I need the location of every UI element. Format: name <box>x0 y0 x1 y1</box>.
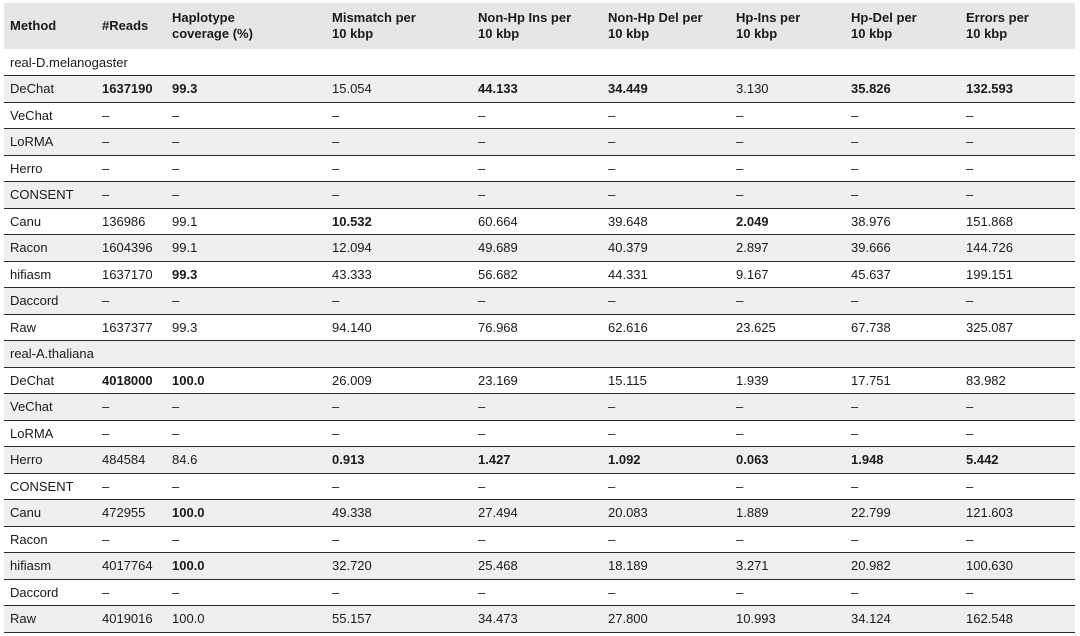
value-cell: – <box>736 478 744 494</box>
column-header-non-hp-del: Non-Hp Del per 10 kbp <box>608 10 703 41</box>
value-cell: 1.889 <box>736 505 769 521</box>
value-cell: – <box>478 584 486 600</box>
table-row <box>4 473 1075 500</box>
method-cell: Canu <box>10 505 42 521</box>
table-row <box>4 553 1075 580</box>
value-cell: – <box>608 134 616 150</box>
value-cell: – <box>478 425 486 441</box>
value-cell: 100.0 <box>172 558 205 574</box>
method-cell: Herro <box>10 452 43 468</box>
method-cell: hifiasm <box>10 558 52 574</box>
table-row <box>4 314 1075 341</box>
value-cell: 15.115 <box>608 372 647 388</box>
value-cell: – <box>478 293 486 309</box>
table-row <box>4 526 1075 553</box>
value-cell: 0.913 <box>332 452 365 468</box>
value-cell: – <box>478 134 486 150</box>
value-cell: – <box>851 107 859 123</box>
value-cell: 40.379 <box>608 240 648 256</box>
value-cell: – <box>332 531 340 547</box>
value-cell: – <box>851 399 859 415</box>
value-cell: – <box>478 160 486 176</box>
header-row <box>4 3 1075 49</box>
value-cell: – <box>172 160 180 176</box>
value-cell: 99.3 <box>172 81 198 97</box>
value-cell: – <box>102 107 110 123</box>
value-cell: 56.682 <box>478 266 518 282</box>
value-cell: – <box>851 425 859 441</box>
value-cell: 27.494 <box>478 505 518 521</box>
value-cell: – <box>102 160 110 176</box>
method-cell: Canu <box>10 213 42 229</box>
value-cell: 100.630 <box>966 558 1013 574</box>
value-cell: 23.169 <box>478 372 518 388</box>
method-cell: LoRMA <box>10 425 54 441</box>
value-cell: – <box>332 584 340 600</box>
value-cell: – <box>966 425 974 441</box>
value-cell: – <box>736 134 744 150</box>
value-cell: 4019016 <box>102 611 153 627</box>
value-cell: – <box>851 134 859 150</box>
value-cell: 99.3 <box>172 266 198 282</box>
value-cell: 62.616 <box>608 319 648 335</box>
value-cell: 99.1 <box>172 213 198 229</box>
value-cell: 76.968 <box>478 319 518 335</box>
value-cell: – <box>736 187 744 203</box>
value-cell: – <box>102 425 110 441</box>
value-cell: – <box>172 134 180 150</box>
value-cell: – <box>851 160 859 176</box>
value-cell: 49.689 <box>478 240 518 256</box>
value-cell: 35.826 <box>851 81 891 97</box>
method-cell: Herro <box>10 160 43 176</box>
value-cell: – <box>851 293 859 309</box>
value-cell: – <box>736 293 744 309</box>
value-cell: – <box>332 399 340 415</box>
value-cell: – <box>102 478 110 494</box>
value-cell: 20.083 <box>608 505 648 521</box>
table-row <box>4 367 1075 394</box>
value-cell: – <box>172 584 180 600</box>
table-row <box>4 606 1075 633</box>
value-cell: 325.087 <box>966 319 1013 335</box>
value-cell: 0.063 <box>736 452 769 468</box>
value-cell: 34.473 <box>478 611 518 627</box>
value-cell: – <box>851 584 859 600</box>
value-cell: 25.468 <box>478 558 518 574</box>
value-cell: – <box>736 584 744 600</box>
value-cell: – <box>966 584 974 600</box>
table-header <box>4 3 1075 49</box>
value-cell: 26.009 <box>332 372 372 388</box>
value-cell: 199.151 <box>966 266 1013 282</box>
value-cell: – <box>608 399 616 415</box>
method-cell: VeChat <box>10 399 53 415</box>
value-cell: – <box>608 107 616 123</box>
value-cell: 10.993 <box>736 611 776 627</box>
value-cell: 1.948 <box>851 452 884 468</box>
method-cell: Racon <box>10 240 48 256</box>
value-cell: 38.976 <box>851 213 891 229</box>
value-cell: 9.167 <box>736 266 769 282</box>
value-cell: – <box>102 399 110 415</box>
value-cell: 1637190 <box>102 81 153 97</box>
value-cell: 27.800 <box>608 611 648 627</box>
column-header-haplotype-coverage: Haplotype coverage (%) <box>172 10 253 41</box>
value-cell: 2.897 <box>736 240 769 256</box>
value-cell: 1637170 <box>102 266 153 282</box>
value-cell: 15.054 <box>332 81 372 97</box>
value-cell: 44.133 <box>478 81 518 97</box>
value-cell: 1637377 <box>102 319 153 335</box>
value-cell: – <box>478 107 486 123</box>
value-cell: 1604396 <box>102 240 153 256</box>
value-cell: – <box>172 187 180 203</box>
value-cell: – <box>332 160 340 176</box>
column-header-method: Method <box>10 18 57 33</box>
value-cell: – <box>966 187 974 203</box>
value-cell: – <box>102 187 110 203</box>
value-cell: 99.3 <box>172 319 198 335</box>
table-row <box>4 447 1075 474</box>
value-cell: 20.982 <box>851 558 891 574</box>
value-cell: – <box>966 478 974 494</box>
value-cell: 34.449 <box>608 81 648 97</box>
value-cell: 39.648 <box>608 213 648 229</box>
value-cell: – <box>478 478 486 494</box>
value-cell: – <box>736 399 744 415</box>
column-header-non-hp-ins: Non-Hp Ins per 10 kbp <box>478 10 572 41</box>
section-row <box>4 49 1075 76</box>
value-cell: 23.625 <box>736 319 776 335</box>
value-cell: 1.427 <box>478 452 511 468</box>
value-cell: 55.157 <box>332 611 372 627</box>
value-cell: – <box>478 187 486 203</box>
column-header-errors: Errors per 10 kbp <box>966 10 1029 41</box>
value-cell: 4018000 <box>102 372 153 388</box>
value-cell: 39.666 <box>851 240 891 256</box>
table-row <box>4 208 1075 235</box>
value-cell: – <box>172 425 180 441</box>
value-cell: – <box>966 293 974 309</box>
method-cell: VeChat <box>10 107 53 123</box>
value-cell: 10.532 <box>332 213 372 229</box>
value-cell: 100.0 <box>172 611 205 627</box>
value-cell: – <box>736 425 744 441</box>
value-cell: 132.593 <box>966 81 1013 97</box>
section-row <box>4 341 1075 368</box>
table-row <box>4 394 1075 421</box>
value-cell: – <box>332 293 340 309</box>
section-label: real-A.thaliana <box>10 346 94 362</box>
value-cell: 49.338 <box>332 505 372 521</box>
value-cell: – <box>608 478 616 494</box>
value-cell: 100.0 <box>172 372 205 388</box>
table-row <box>4 129 1075 156</box>
method-cell: CONSENT <box>10 187 74 203</box>
value-cell: 94.140 <box>332 319 372 335</box>
value-cell: 3.130 <box>736 81 769 97</box>
value-cell: – <box>608 531 616 547</box>
table-row <box>4 420 1075 447</box>
value-cell: – <box>332 107 340 123</box>
table-row <box>4 182 1075 209</box>
value-cell: – <box>332 134 340 150</box>
table-row <box>4 288 1075 315</box>
value-cell: 12.094 <box>332 240 372 256</box>
table-row <box>4 76 1075 103</box>
value-cell: 43.333 <box>332 266 372 282</box>
value-cell: 22.799 <box>851 505 891 521</box>
value-cell: – <box>332 478 340 494</box>
value-cell: 60.664 <box>478 213 518 229</box>
table-row <box>4 235 1075 262</box>
value-cell: – <box>851 478 859 494</box>
table-row <box>4 155 1075 182</box>
value-cell: 5.442 <box>966 452 999 468</box>
value-cell: 83.982 <box>966 372 1006 388</box>
value-cell: – <box>332 187 340 203</box>
table-row <box>4 261 1075 288</box>
value-cell: – <box>478 531 486 547</box>
value-cell: – <box>172 107 180 123</box>
method-cell: hifiasm <box>10 266 52 282</box>
value-cell: 67.738 <box>851 319 891 335</box>
value-cell: – <box>736 107 744 123</box>
value-cell: 99.1 <box>172 240 198 256</box>
value-cell: 18.189 <box>608 558 648 574</box>
table-row <box>4 102 1075 129</box>
results-table <box>4 3 1075 633</box>
value-cell: 45.637 <box>851 266 891 282</box>
value-cell: – <box>172 293 180 309</box>
value-cell: 151.868 <box>966 213 1013 229</box>
method-cell: Racon <box>10 531 48 547</box>
value-cell: – <box>966 107 974 123</box>
value-cell: 121.603 <box>966 505 1013 521</box>
method-cell: Raw <box>10 319 37 335</box>
column-header-reads: #Reads <box>102 18 149 33</box>
value-cell: 84.6 <box>172 452 198 468</box>
method-cell: DeChat <box>10 81 55 97</box>
value-cell: 144.726 <box>966 240 1013 256</box>
value-cell: – <box>966 531 974 547</box>
column-header-hp-ins: Hp-Ins per 10 kbp <box>736 10 801 41</box>
value-cell: 17.751 <box>851 372 891 388</box>
value-cell: 4017764 <box>102 558 153 574</box>
table-row <box>4 500 1075 527</box>
method-cell: Daccord <box>10 293 59 309</box>
value-cell: 2.049 <box>736 213 769 229</box>
value-cell: – <box>478 399 486 415</box>
value-cell: – <box>608 293 616 309</box>
value-cell: 484584 <box>102 452 146 468</box>
table-body <box>4 49 1075 632</box>
value-cell: 1.092 <box>608 452 641 468</box>
value-cell: 162.548 <box>966 611 1013 627</box>
method-cell: Raw <box>10 611 37 627</box>
method-cell: Daccord <box>10 584 59 600</box>
column-header-hp-del: Hp-Del per 10 kbp <box>851 10 917 41</box>
value-cell: 136986 <box>102 213 146 229</box>
value-cell: – <box>851 531 859 547</box>
value-cell: – <box>966 399 974 415</box>
value-cell: – <box>966 160 974 176</box>
value-cell: – <box>608 584 616 600</box>
method-cell: LoRMA <box>10 134 54 150</box>
value-cell: – <box>608 160 616 176</box>
table-row <box>4 579 1075 606</box>
value-cell: – <box>102 293 110 309</box>
value-cell: 3.271 <box>736 558 769 574</box>
section-label: real-D.melanogaster <box>10 54 128 70</box>
method-cell: DeChat <box>10 372 55 388</box>
value-cell: 34.124 <box>851 611 891 627</box>
column-header-mismatch: Mismatch per 10 kbp <box>332 10 416 41</box>
value-cell: – <box>102 134 110 150</box>
value-cell: – <box>102 531 110 547</box>
value-cell: 1.939 <box>736 372 769 388</box>
value-cell: – <box>851 187 859 203</box>
value-cell: – <box>736 160 744 176</box>
value-cell: 32.720 <box>332 558 372 574</box>
value-cell: – <box>736 531 744 547</box>
value-cell: – <box>172 399 180 415</box>
value-cell: – <box>608 187 616 203</box>
value-cell: 44.331 <box>608 266 648 282</box>
value-cell: – <box>172 531 180 547</box>
value-cell: – <box>966 134 974 150</box>
value-cell: – <box>102 584 110 600</box>
method-cell: CONSENT <box>10 478 74 494</box>
value-cell: 100.0 <box>172 505 205 521</box>
value-cell: – <box>172 478 180 494</box>
value-cell: – <box>332 425 340 441</box>
value-cell: – <box>608 425 616 441</box>
value-cell: 472955 <box>102 505 146 521</box>
